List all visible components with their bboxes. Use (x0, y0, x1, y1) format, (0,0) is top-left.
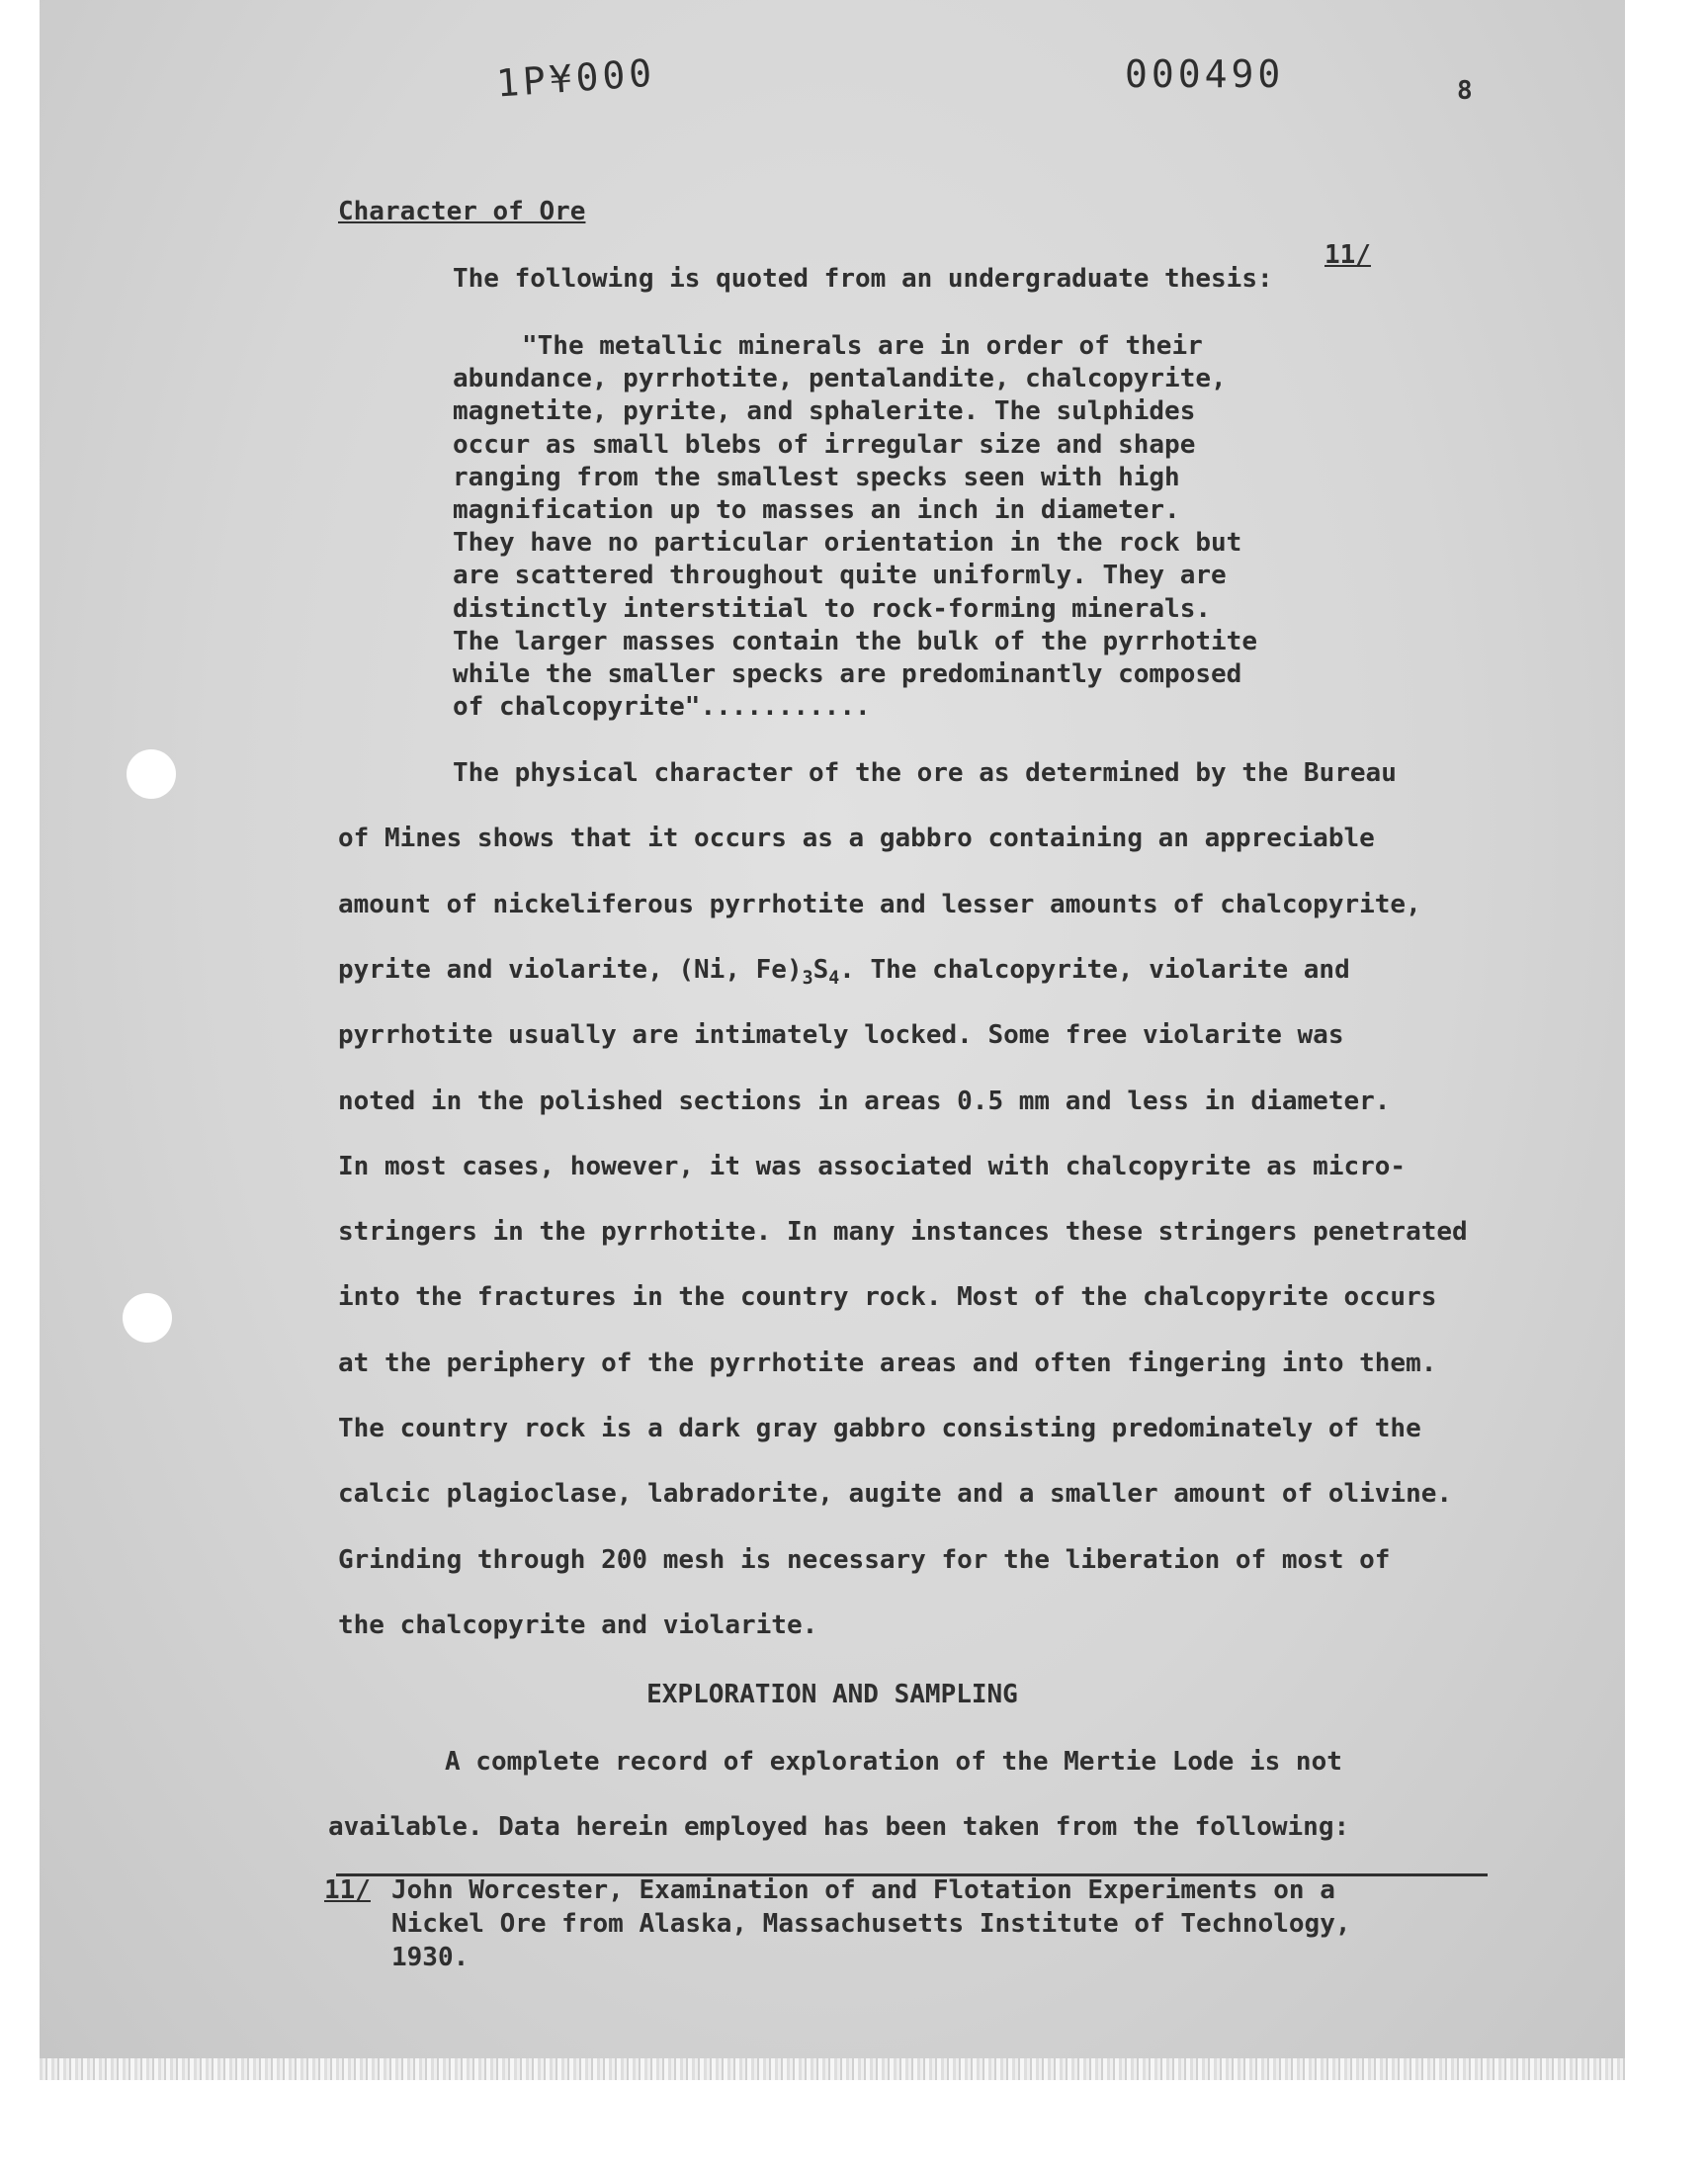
quote-line: while the smaller specks are predominantly composed (453, 659, 1242, 689)
section2-line: available. Data herein employed has been taken from the following: (328, 1812, 1350, 1842)
footnote-line: Nickel Ore from Alaska, Massachusetts Institute of Technology, (391, 1909, 1351, 1939)
body-line: In most cases, however, it was associated with chalcopyrite as micro- (338, 1151, 1407, 1181)
quote-line: They have no particular orientation in the rock but (453, 528, 1242, 559)
footnote-marker: 11/ (324, 1875, 371, 1905)
footnote-line: John Worcester, Examination of and Flotation Experiments on a (391, 1875, 1335, 1905)
quote-line: are scattered throughout quite uniformly. They are (453, 561, 1227, 591)
body-line-formula (338, 954, 1350, 990)
stamp-left: 1P¥000 (494, 50, 657, 106)
section-title: Character of Ore (338, 197, 586, 226)
formula-subscript-3: 3 (802, 968, 813, 990)
intro-line (453, 265, 1273, 295)
punch-hole-lower (123, 1293, 172, 1343)
quote-line: distinctly interstitial to rock-forming minerals. (453, 593, 1212, 624)
body-line: into the fractures in the country rock. Most of the chalcopyrite occurs (338, 1282, 1437, 1313)
document-page (40, 0, 1625, 2058)
quote-line: The larger masses contain the bulk of the pyrrhotite (453, 626, 1257, 656)
body-line: pyrrhotite usually are intimately locked. Some free violarite was (338, 1020, 1344, 1051)
body-line: calcic plagioclase, labradorite, augite and a smaller amount of olivine. (338, 1479, 1453, 1510)
page-number: 8 (1457, 76, 1473, 106)
body-line: The physical character of the ore as determined by the Bureau (453, 758, 1397, 788)
section2-line: A complete record of exploration of the Mertie Lode is not (445, 1747, 1342, 1777)
quote-line: magnetite, pyrite, and sphalerite. The sulphides (453, 396, 1196, 427)
section-heading: EXPLORATION AND SAMPLING (646, 1680, 1018, 1709)
body-line: of Mines shows that it occurs as a gabbro containing an appreciable (338, 824, 1375, 854)
body-line: Grinding through 200 mesh is necessary for the liberation of most of (338, 1544, 1391, 1575)
body-line: stringers in the pyrrhotite. In many instances these stringers penetrated (338, 1217, 1468, 1248)
quote-line: ranging from the smallest specks seen with high (453, 462, 1180, 492)
quote-line: "The metallic minerals are in order of their (522, 331, 1203, 361)
formula-sulfur: S (812, 954, 829, 985)
body-line: amount of nickeliferous pyrrhotite and lesser amounts of chalcopyrite, (338, 889, 1421, 919)
body-line: The country rock is a dark gray gabbro consisting predominately of the (338, 1414, 1421, 1443)
formula-text-before: pyrite and violarite, (Ni, Fe) (338, 954, 803, 985)
quote-line: of chalcopyrite"........... (453, 692, 871, 723)
stamp-right: 000490 (1125, 52, 1285, 96)
formula-text-after: . The chalcopyrite, violarite and (839, 954, 1350, 985)
quote-line: occur as small blebs of irregular size and shape (453, 429, 1196, 460)
intro-text: The following is quoted from an undergraduate thesis: (453, 264, 1273, 294)
body-line: at the periphery of the pyrrhotite areas and often fingering into them. (338, 1348, 1437, 1378)
punch-hole-upper (127, 749, 176, 799)
formula-subscript-4: 4 (828, 968, 840, 990)
scan-edge (40, 2058, 1625, 2080)
footnote-line: 1930. (391, 1943, 470, 1972)
body-line: the chalcopyrite and violarite. (338, 1610, 818, 1640)
body-line: noted in the polished sections in areas 0.5 mm and less in diameter. (338, 1086, 1391, 1116)
quote-line: magnification up to masses an inch in diameter. (453, 495, 1180, 525)
intro-ref: 11/ (1324, 240, 1371, 270)
quote-line: abundance, pyrrhotite, pentalandite, chalcopyrite, (453, 364, 1227, 394)
